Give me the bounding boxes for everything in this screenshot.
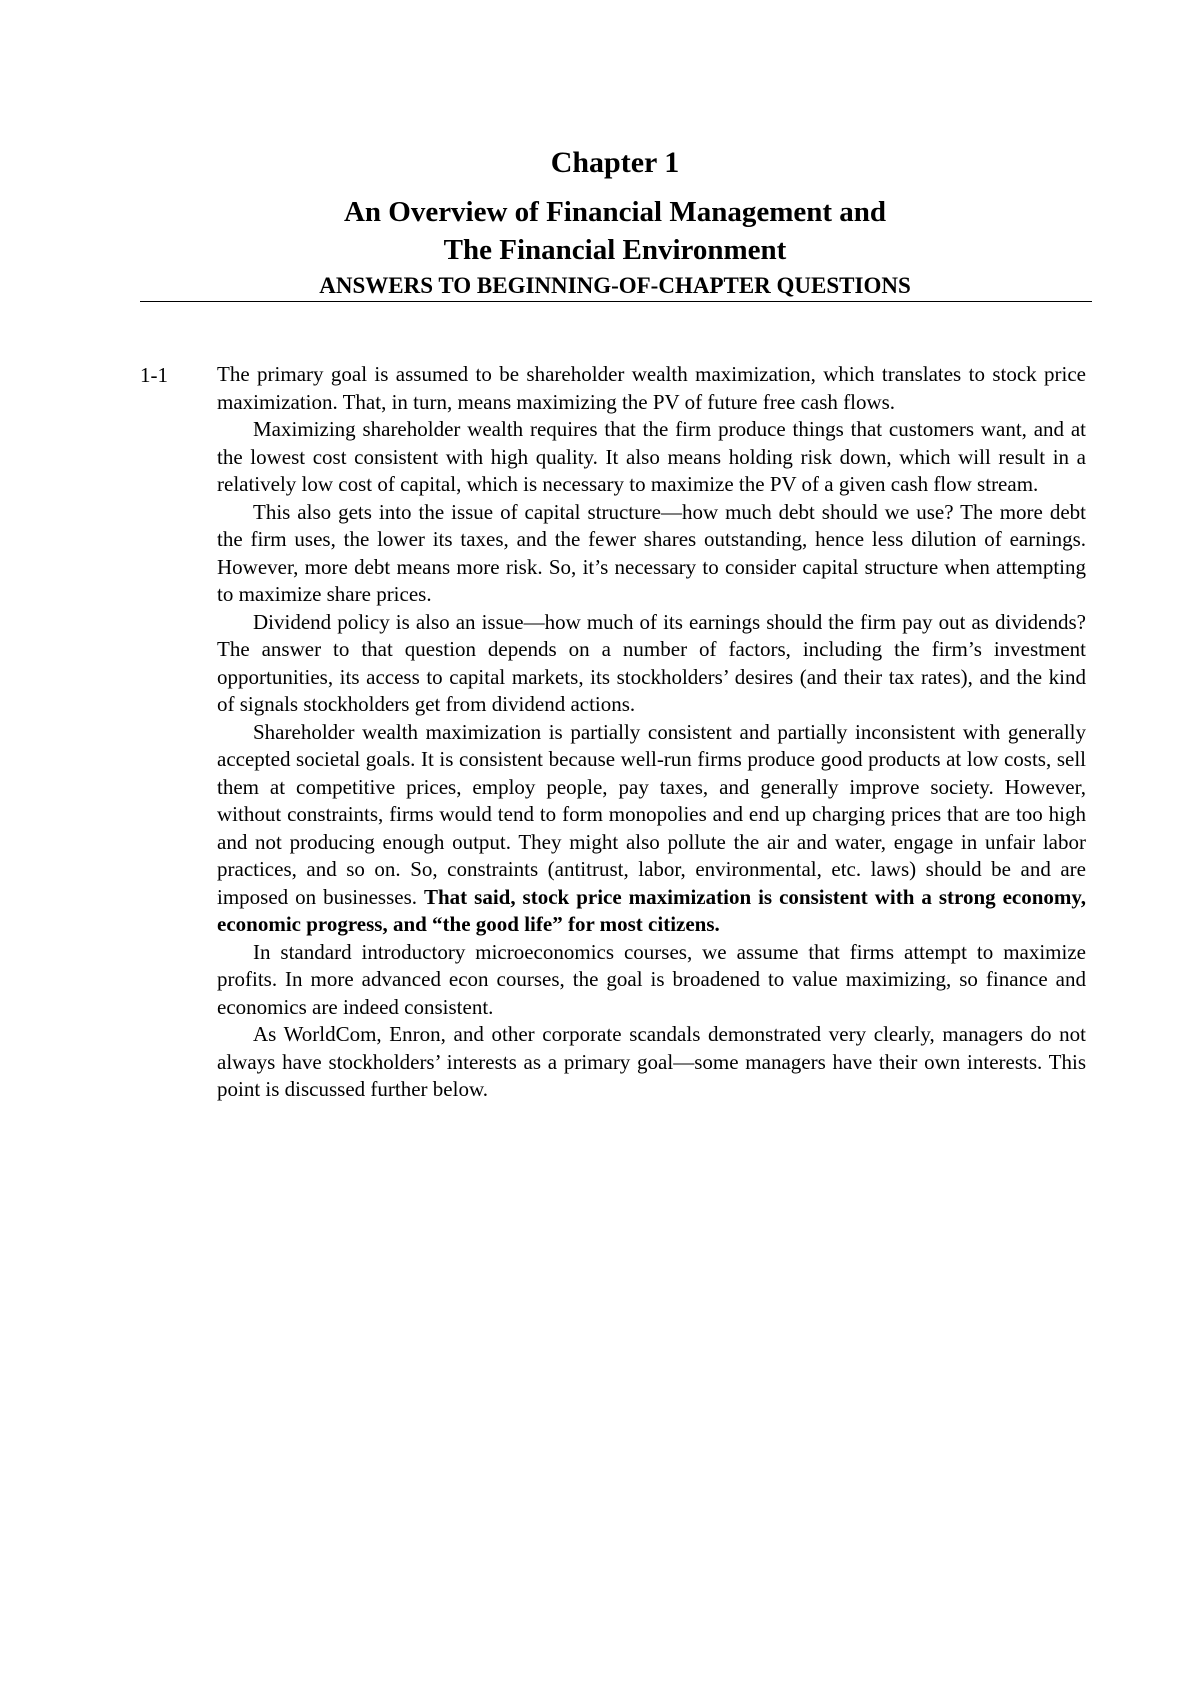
paragraph-text: The primary goal is assumed to be shareholder wealth maximization, which translates to stock price maximization. That, in turn, means maximizing the PV of future free cash flows.: [217, 362, 1086, 414]
answer-paragraph: [217, 939, 1086, 1022]
chapter-subtitle-line-1: An Overview of Financial Management and: [343, 196, 887, 228]
paragraph-text: Dividend policy is also an issue—how much of its earnings should the firm pay out as dividends? The answer to that question depends on a number of factors, including the firm’s investment opportunities, its access to capital markets, its stockholders’ desires (and their tax rates), and the kind of signals stockholders get from dividend actions.: [217, 609, 1086, 716]
chapter-title: Chapter 1: [550, 146, 680, 179]
paragraph-text: Shareholder wealth maximization is partially consistent and partially inconsistent with generally accepted societal goals. It is consistent because well-run firms produce good products at low costs, sell them at competitive prices, employ people, pay taxes, and generally improve society. However, without constraints, firms would tend to form monopolies and end up charging prices that are too high and not producing enough output. They might also pollute the air and water, engage in unfair labor practices, and so on. So, constraints (antitrust, labor, environmental, etc. laws) should be and are imposed on businesses.: [217, 719, 1086, 909]
paragraph-text: Maximizing shareholder wealth requires that the firm produce things that customers want, and at the lowest cost consistent with high quality. It also means holding risk down, which will result in a relatively low cost of capital, which is necessary to maximize the PV of a given cash flow stream.: [217, 417, 1086, 496]
paragraph-text: This also gets into the issue of capital structure—how much debt should we use? The more debt the firm uses, the lower its taxes, and the fewer shares outstanding, hence less dilution of earnings. However, more debt means more risk. So, it’s necessary to consider capital structure when attempting to maximize share prices.: [217, 499, 1086, 606]
answer-paragraph: [217, 499, 1086, 609]
answer-paragraph: [217, 1021, 1086, 1104]
emphasized-text: That said, stock price maximization is consistent with a strong economy, economic progress, and “the good life” for most citizens.: [217, 884, 1086, 936]
question-number: 1-1: [140, 363, 168, 387]
answer-body: [217, 361, 1086, 1104]
answer-paragraph: [217, 416, 1086, 499]
heading-rule: [140, 301, 1092, 302]
paragraph-text: In standard introductory microeconomics courses, we assume that firms attempt to maximize profits. In more advanced econ courses, the goal is broadened to value maximizing, so finance and economics are indeed consistent.: [217, 939, 1086, 1019]
answer-paragraph: [217, 609, 1086, 719]
section-heading: ANSWERS TO BEGINNING-OF-CHAPTER QUESTIONS: [319, 273, 911, 298]
chapter-subtitle-line-2: The Financial Environment: [443, 234, 787, 266]
paragraph-text: As WorldCom, Enron, and other corporate scandals demonstrated very clearly, managers do not always have stockholders’ interests as a primary goal—some managers have their own interests. This point is discussed further below.: [217, 1022, 1086, 1101]
answer-paragraph: [217, 361, 1086, 416]
answer-paragraph: [217, 719, 1086, 939]
